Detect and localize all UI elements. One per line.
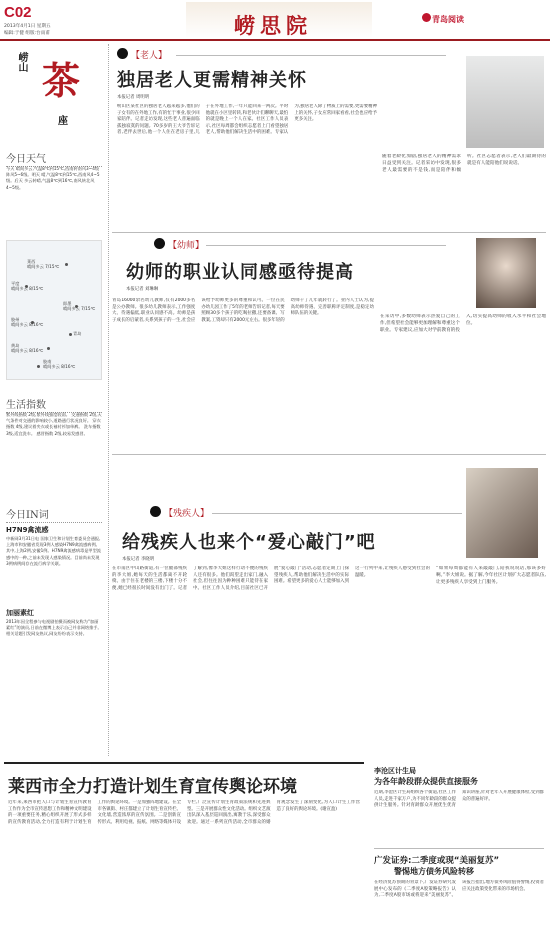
section-rule <box>112 454 546 455</box>
article1-body: 崂山区某社区的独居老人越来越多,他们的子女有的在外地工作,有的忙于事业,很少回家陪伴。记者走访发现,这些老人普遍面临孤独寂寞的问题。70多岁的王大爷告诉记者,老伴去世后,他一个人住在老房子里,儿子在外地工作,一年只能回来一两次。平时他就在小区里转转,和老伙计们聊聊天,最怕的就是晚上一个人在家。社区工作人员表示,社区每周都会组织志愿者上门看望独居老人,帮助他们解决生活中的困难。专家认为,独居老人除了物质上的需要,更需要精神上的关怀,子女应常回家看看,社会也应给予更多关注。 <box>117 104 377 136</box>
city-dot <box>47 347 50 350</box>
header-rule <box>0 39 550 41</box>
small-kicker: 李沧区计生局 <box>374 767 416 775</box>
city-label: 平度 晴间多云 8/15℃ <box>11 281 44 291</box>
article3-kicker: 【残疾人】 <box>164 509 210 519</box>
weather-text: 今天 晴间多云,气温8℃到15℃,西南转南风3~4级阵风5~6级。明天 晴,气温8℃到15℃,西南风4~5级。后天 多云转晴,气温8℃到16℃,南风转北风4~5级。 <box>6 166 100 190</box>
bottom-headline: 莱西市全力打造计划生育宣传舆论环境 <box>8 777 297 797</box>
article2-kicker: 【幼师】 <box>168 241 205 251</box>
in-word-heading: 今日IN词 <box>6 506 102 523</box>
small-body: 近期,李沧区计生局组织各个街道,社区工作人员,走进千家万户,为不同年龄段的群众提供计生服务。针对育龄群众开展优生优育知识讲座,针对老年人开展健康体检,受到群众的普遍好评。 <box>374 790 544 809</box>
article1-kicker: 【老人】 <box>131 51 168 61</box>
kicker-rule <box>212 513 462 514</box>
article1-byline: 本报记者 周明明 <box>117 95 150 100</box>
index-text: 紫外线指数 2级,紫外线强度较弱。 交通指数 2级,天气条件对交通的影响较小,道路通行状况良好。 穿衣指数 4级,建议着夹衣或长袖衬衫加单裤。 洗车指数 3级,适宜洗车。 感冒指数 2级,较易发感冒。 <box>6 412 102 436</box>
article2-byline: 本报记者 刘琳琳 <box>126 287 159 292</box>
weather-map <box>6 240 102 380</box>
weather-heading: 今日天气 <box>6 150 102 167</box>
article2-photo <box>476 238 536 308</box>
page-number: C02 <box>4 4 32 21</box>
paper-name: 青岛阅读 <box>432 15 464 24</box>
city-label: 青岛 <box>73 331 82 336</box>
bottom-article <box>4 762 364 930</box>
column-divider <box>108 44 109 756</box>
finance-subhead: 警惕地方债务风险转移 <box>394 867 474 876</box>
article3-body: 在市南区中山路街道,有一位腿部残疾的李大姐,她每天的生活都离不开轮椅。由于住在老楼的三楼,下楼十分不便,她已经很长时间没有出门了。记者了解到,像李大姐这样行动不便的残疾人还有很多。他们渴望走出家门,融入社会,但往往因为种种困难只能待在家中。社区工作人员介绍,目前社区已开展“爱心敲门”活动,志愿者定期上门探望残疾人,帮助他们解决生活中的实际困难。希望更多的爱心人士能够加入到这一行列中来,让残疾人感受到社会的温暖。 <box>112 566 430 591</box>
kicker-rule <box>206 245 446 246</box>
right-rule <box>374 848 544 849</box>
in-word-2: 加丽素红 <box>6 609 34 617</box>
city-label: 即墨 晴间多云 7/15℃ <box>63 301 96 311</box>
article2-body: 青岛16000余名幼儿教师,仅有2000多名是公办教师。很多幼儿教师表示,工作强度大、待遇偏低,职业认同感不高。幼师是孩子成长的启蒙者,关系到孩子的一生,社会应该给予幼师更多的尊重和认可。一位在民办幼儿园工作了5年的老师告诉记者,每天要照顾30多个孩子的吃喝拉撒,还要备课、写教案,工资却只有2000元左右。很多年轻的幼师干了几年就转行了。业内人士认为,提高幼师待遇、完善职称评定制度,是稳定幼师队伍的关键。 <box>112 298 374 323</box>
section-masthead <box>186 2 372 38</box>
city-dot <box>69 333 72 336</box>
seal-text-a: 崂山 <box>16 52 27 72</box>
kicker-dot <box>117 48 128 59</box>
city-dot <box>65 263 68 266</box>
article1-pull: 随着老龄化加剧,独居老人的精神需求日益受到关注。记者采访中发现,很多老人最需要的不是钱,而是陪伴和倾听。社区志愿者表示,老人们最期待的就是有人能陪他们说说话。 <box>382 154 546 173</box>
editor-line: 编辑:于健 组版:台雨甫 <box>4 31 50 36</box>
article2-headline: 幼师的职业认同感亟待提高 <box>126 262 354 283</box>
section-title: 崂思院 <box>234 13 312 38</box>
paper-logo-icon <box>422 13 431 22</box>
finance-body: 在经济复苏预期的背景下,广发证券研究发展中心发布的《二季度A股策略报告》认为,二季度A股市场或将迎来“美丽复苏”。该报告指出,地方债务风险值得警惕,投资者应关注政策变化带来的市场机会。 <box>374 880 544 899</box>
finance-headline: 广发证券:二季度或现“美丽复苏” <box>374 856 500 866</box>
city-dot <box>37 365 40 368</box>
city-label: 胶州 晴间多云 8/16℃ <box>11 317 44 327</box>
article1-photo <box>466 56 544 148</box>
article1-headline: 独居老人更需精神关怀 <box>117 70 307 91</box>
date-line: 2013年4月1日 星期五 <box>4 24 51 29</box>
kicker-dot <box>150 506 161 517</box>
in-word-1: H7N9禽流感 <box>6 526 49 534</box>
right-bottom-articles <box>372 762 546 930</box>
small-headline: 为各年龄段群众提供直接服务 <box>374 777 478 786</box>
city-label: 黄岛 晴间多云 8/16℃ <box>11 343 44 353</box>
article3-photo <box>466 468 538 558</box>
in-word-2-text: 2013年因全程参与电视剧拍摄而被网友称为“加丽素红”的演员,日前在微博上表示自己并非网络推手。相关话题引发网友热议,网友纷纷表示支持。 <box>6 619 102 637</box>
city-label: 胶南 晴间多云 8/16℃ <box>43 359 76 369</box>
article3-headline: 给残疾人也来个“爱心敲门”吧 <box>122 532 376 553</box>
in-word-1-text: 中新网3月31日电 国家卫生和计划生育委员会通报,上海市和安徽省发现3例人感染H7N9禽流感病例。其中,上海2例,安徽1例。H7N9禽流感病毒是甲型流感中的一种,之前未发现人感染情况。目前尚未发现3例病例间存在流行病学关联。 <box>6 536 101 566</box>
article3-byline: 本报记者 李晓明 <box>122 557 155 562</box>
kicker-dot <box>154 238 165 249</box>
article3-pull: “如果每周都能有人来敲敲门,陪我说说话,那该多好啊。”李大姐说。据了解,今年社区计划扩大志愿者队伍,让更多残疾人享受到上门服务。 <box>436 566 546 585</box>
city-label: 莱西 晴间多云 7/15℃ <box>27 259 60 269</box>
kicker-rule <box>176 55 446 56</box>
seal-text-c: 座 <box>58 116 68 127</box>
seal-text-b: 茶 <box>42 58 81 103</box>
index-heading: 生活指数 <box>6 396 102 413</box>
column-seal <box>10 50 94 140</box>
bottom-body: 近年来,莱西市把人口与计划生育宣传教育工作作为全市宣传思想工作和精神文明建设的一项重要任务,精心组织开展了形式多样的宣传教育活动,全力打造有利于计划生育工作的舆论环境。一是加强阵地建设。在全市各镇街、村庄都建立了计划生育宣传栏、文化墙,营造浓厚的宣传氛围。二是创新宣传形式。利用电视、报纸、网络等媒体开设专栏,广泛宣传计划生育政策法规和先进典型。三是开展群众性文化活动。组织文艺演出队深入基层巡回演出,寓教于乐,深受群众欢迎。通过一系列宣传活动,全市群众的婚育观念发生了深刻变化,为人口计生工作营造了良好的舆论环境。(谢宣盈) <box>8 800 360 825</box>
article2-pull: 在采访中,多数幼师表示热爱自己的工作,但希望社会能够更加理解和尊重这个职业。专家建议,应加大对学前教育的投入,切实提高幼师的收入水平和社会地位。 <box>380 314 546 333</box>
section-rule <box>112 232 546 233</box>
